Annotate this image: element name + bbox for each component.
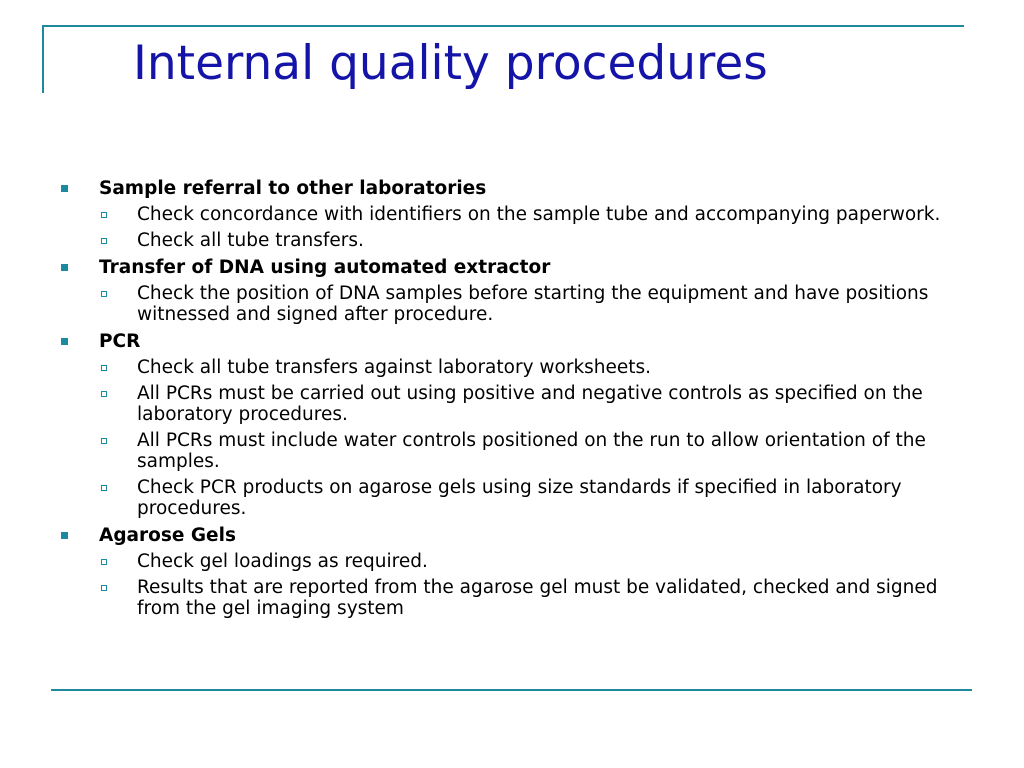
frame-top-line <box>42 25 964 27</box>
sub-bullet-text: All PCRs must include water controls positioned on the run to allow orientation of the samples. <box>137 430 926 472</box>
hollow-square-bullet-icon <box>101 212 107 218</box>
bullet-item-sample-referral <box>61 178 971 251</box>
square-bullet-icon <box>61 264 68 271</box>
square-bullet-icon <box>61 532 68 539</box>
bullet-heading: Transfer of DNA using automated extractor <box>99 257 551 278</box>
sub-bullet-text: Check all tube transfers. <box>137 230 364 251</box>
hollow-square-bullet-icon <box>101 559 107 565</box>
hollow-square-bullet-icon <box>101 391 107 397</box>
bullet-item-pcr <box>61 331 971 519</box>
bullet-heading: Sample referral to other laboratories <box>99 178 487 199</box>
sub-bullet-text: Check all tube transfers against laboratory worksheets. <box>137 357 652 378</box>
frame-bottom-line <box>51 689 972 691</box>
hollow-square-bullet-icon <box>101 238 107 244</box>
bullet-heading: PCR <box>99 331 141 352</box>
bullet-list <box>61 178 971 619</box>
square-bullet-icon <box>61 338 68 345</box>
sub-bullet-text: Results that are reported from the agarose gel must be validated, checked and signed from the gel imaging system <box>137 577 938 619</box>
bullet-item-dna-transfer <box>61 257 971 325</box>
sub-bullet-text: Check concordance with identifiers on the sample tube and accompanying paperwork. <box>137 204 941 225</box>
square-bullet-icon <box>61 185 68 192</box>
sub-bullet-text: Check gel loadings as required. <box>137 551 428 572</box>
hollow-square-bullet-icon <box>101 485 107 491</box>
hollow-square-bullet-icon <box>101 585 107 591</box>
hollow-square-bullet-icon <box>101 438 107 444</box>
hollow-square-bullet-icon <box>101 291 107 297</box>
sub-bullet-text: All PCRs must be carried out using positive and negative controls as specified on the laboratory procedures. <box>137 383 923 425</box>
slide-title: Internal quality procedures <box>133 36 768 91</box>
frame-left-line <box>42 25 44 93</box>
sub-bullet-text: Check PCR products on agarose gels using size standards if specified in laboratory procedures. <box>137 477 902 519</box>
hollow-square-bullet-icon <box>101 365 107 371</box>
bullet-heading: Agarose Gels <box>99 525 236 546</box>
sub-bullet-text: Check the position of DNA samples before starting the equipment and have positions witnessed and signed after procedure. <box>137 283 929 325</box>
bullet-item-agarose-gels <box>61 525 971 619</box>
